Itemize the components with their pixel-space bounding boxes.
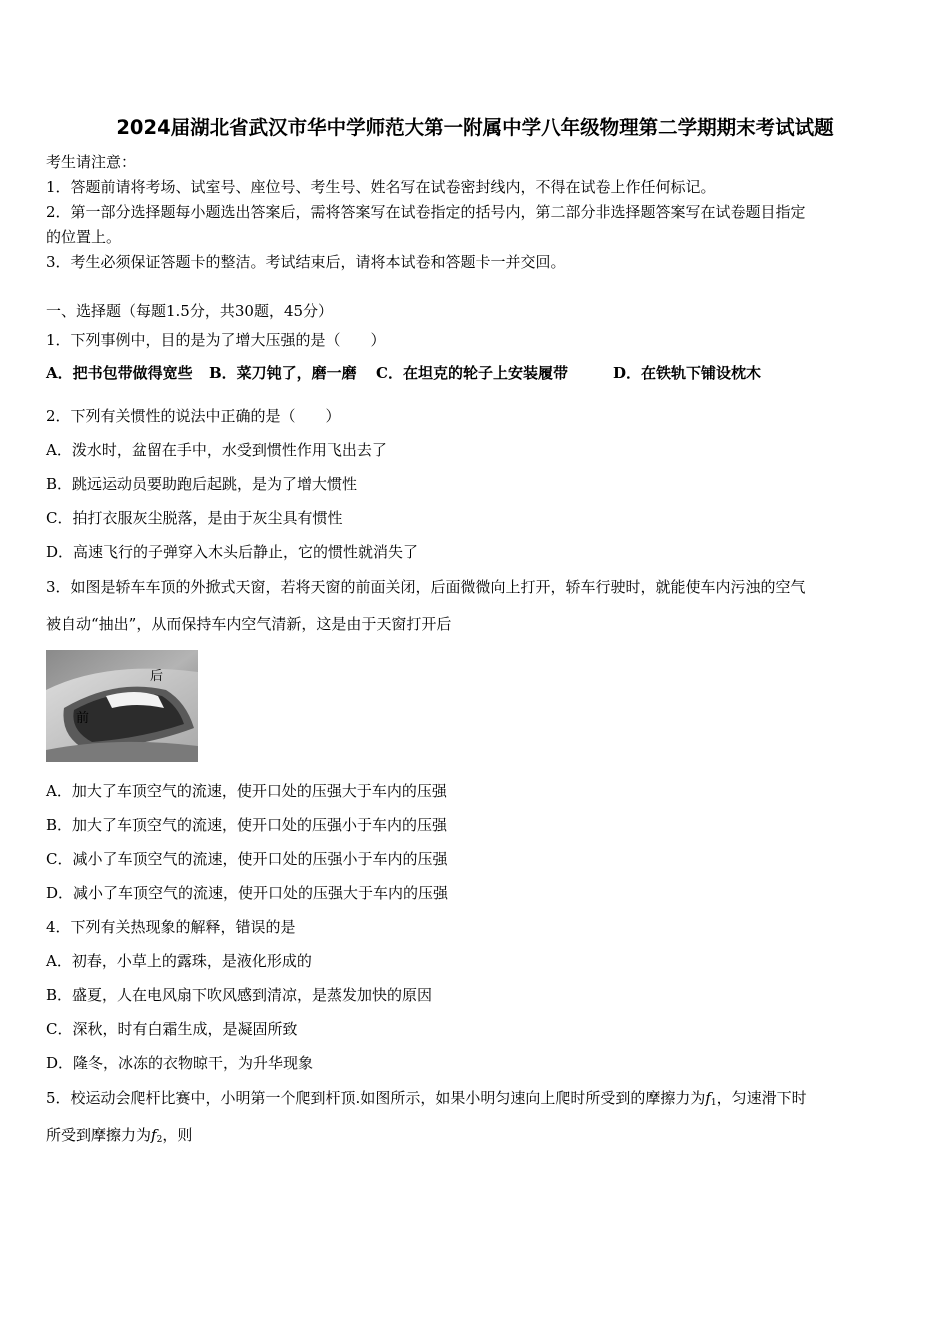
- q4-stem: 4．下列有关热现象的解释，错误的是: [46, 918, 296, 936]
- q1-option-a: A．把书包带做得宽些: [46, 364, 193, 382]
- q1-option-d: D．在铁轨下铺设枕木: [613, 364, 762, 382]
- notice-item-2-line-1: 2．第一部分选择题每小题选出答案后，需将答案写在试卷指定的括号内，第二部分非选择题答案写在试卷题目指定: [46, 203, 806, 221]
- q3-stem-line-2: 被自动“抽出”，从而保持车内空气清新，这是由于天窗打开后: [46, 615, 452, 633]
- q3-option-d: D．减小了车顶空气的流速，使开口处的压强大于车内的压强: [46, 884, 449, 902]
- sunroof-illustration: [46, 650, 198, 762]
- q5-stem-line-1-text: 5．校运动会爬杆比赛中，小明第一个爬到杆顶.如图所示，如果小明匀速向上爬时所受到的摩擦力为: [46, 1089, 706, 1107]
- q1-stem: 1．下列事例中，目的是为了增大压强的是（ ）: [46, 331, 386, 349]
- q3-option-a: A．加大了车顶空气的流速，使开口处的压强大于车内的压强: [46, 782, 447, 800]
- f1-subscript: 1: [710, 1098, 717, 1108]
- figure-label-front: 前: [76, 711, 90, 726]
- q3-option-c: C．减小了车顶空气的流速，使开口处的压强小于车内的压强: [46, 850, 448, 868]
- q2-option-c: C．拍打衣服灰尘脱落，是由于灰尘具有惯性: [46, 509, 343, 527]
- q1-option-c: C．在坦克的轮子上安装履带: [376, 364, 568, 382]
- q2-option-d: D．高速飞行的子弹穿入木头后静止，它的惯性就消失了: [46, 543, 419, 561]
- q3-stem-line-1: 3．如图是轿车车顶的外掀式天窗，若将天窗的前面关闭，后面微微向上打开，轿车行驶时，就能使车内污浊的空气: [46, 578, 806, 596]
- q4-option-c: C．深秋，时有白霜生成，是凝固所致: [46, 1020, 298, 1038]
- f2-subscript: 2: [156, 1135, 163, 1145]
- q5-stem-line-2-tail: ，则: [162, 1126, 193, 1144]
- f1-symbol: f: [705, 1089, 711, 1107]
- q1-options: [46, 363, 906, 383]
- section-heading: 一、选择题（每题1.5分，共30题，45分）: [46, 302, 334, 320]
- notice-heading: 考生请注意：: [46, 153, 137, 171]
- notice-item-1: 1．答题前请将考场、试室号、座位号、考生号、姓名写在试卷密封线内，不得在试卷上作任何标记。: [46, 178, 716, 196]
- q4-option-b: B．盛夏，人在电风扇下吹风感到清凉，是蒸发加快的原因: [46, 986, 433, 1004]
- q1-option-b: B．菜刀钝了，磨一磨: [209, 364, 357, 382]
- sunroof-figure: [46, 650, 198, 762]
- q2-option-b: B．跳远运动员要助跑后起跳，是为了增大惯性: [46, 475, 358, 493]
- q5-stem-line-2-text: 所受到摩擦力为: [46, 1126, 152, 1144]
- q4-option-d: D．隆冬，冰冻的衣物晾干，为升华现象: [46, 1054, 314, 1072]
- page-title: 2024届湖北省武汉市华中学师范大第一附属中学八年级物理第二学期期末考试试题: [116, 116, 834, 139]
- q2-stem: 2．下列有关惯性的说法中正确的是（ ）: [46, 407, 341, 425]
- q5-stem-line-1-tail: ，匀速滑下时: [716, 1089, 807, 1107]
- notice-item-2-line-2: 的位置上。: [46, 228, 122, 246]
- q4-option-a: A．初春，小草上的露珠，是液化形成的: [46, 952, 312, 970]
- notice-item-3: 3．考生必须保证答题卡的整洁。考试结束后，请将本试卷和答题卡一并交回。: [46, 253, 566, 271]
- q5-stem-line-1: [46, 1088, 807, 1113]
- q3-option-b: B．加大了车顶空气的流速，使开口处的压强小于车内的压强: [46, 816, 448, 834]
- f2-symbol: f: [151, 1126, 157, 1144]
- q5-stem-line-2: [46, 1125, 192, 1150]
- figure-label-back: 后: [150, 669, 164, 684]
- q2-option-a: A．泼水时，盆留在手中，水受到惯性作用飞出去了: [46, 441, 387, 459]
